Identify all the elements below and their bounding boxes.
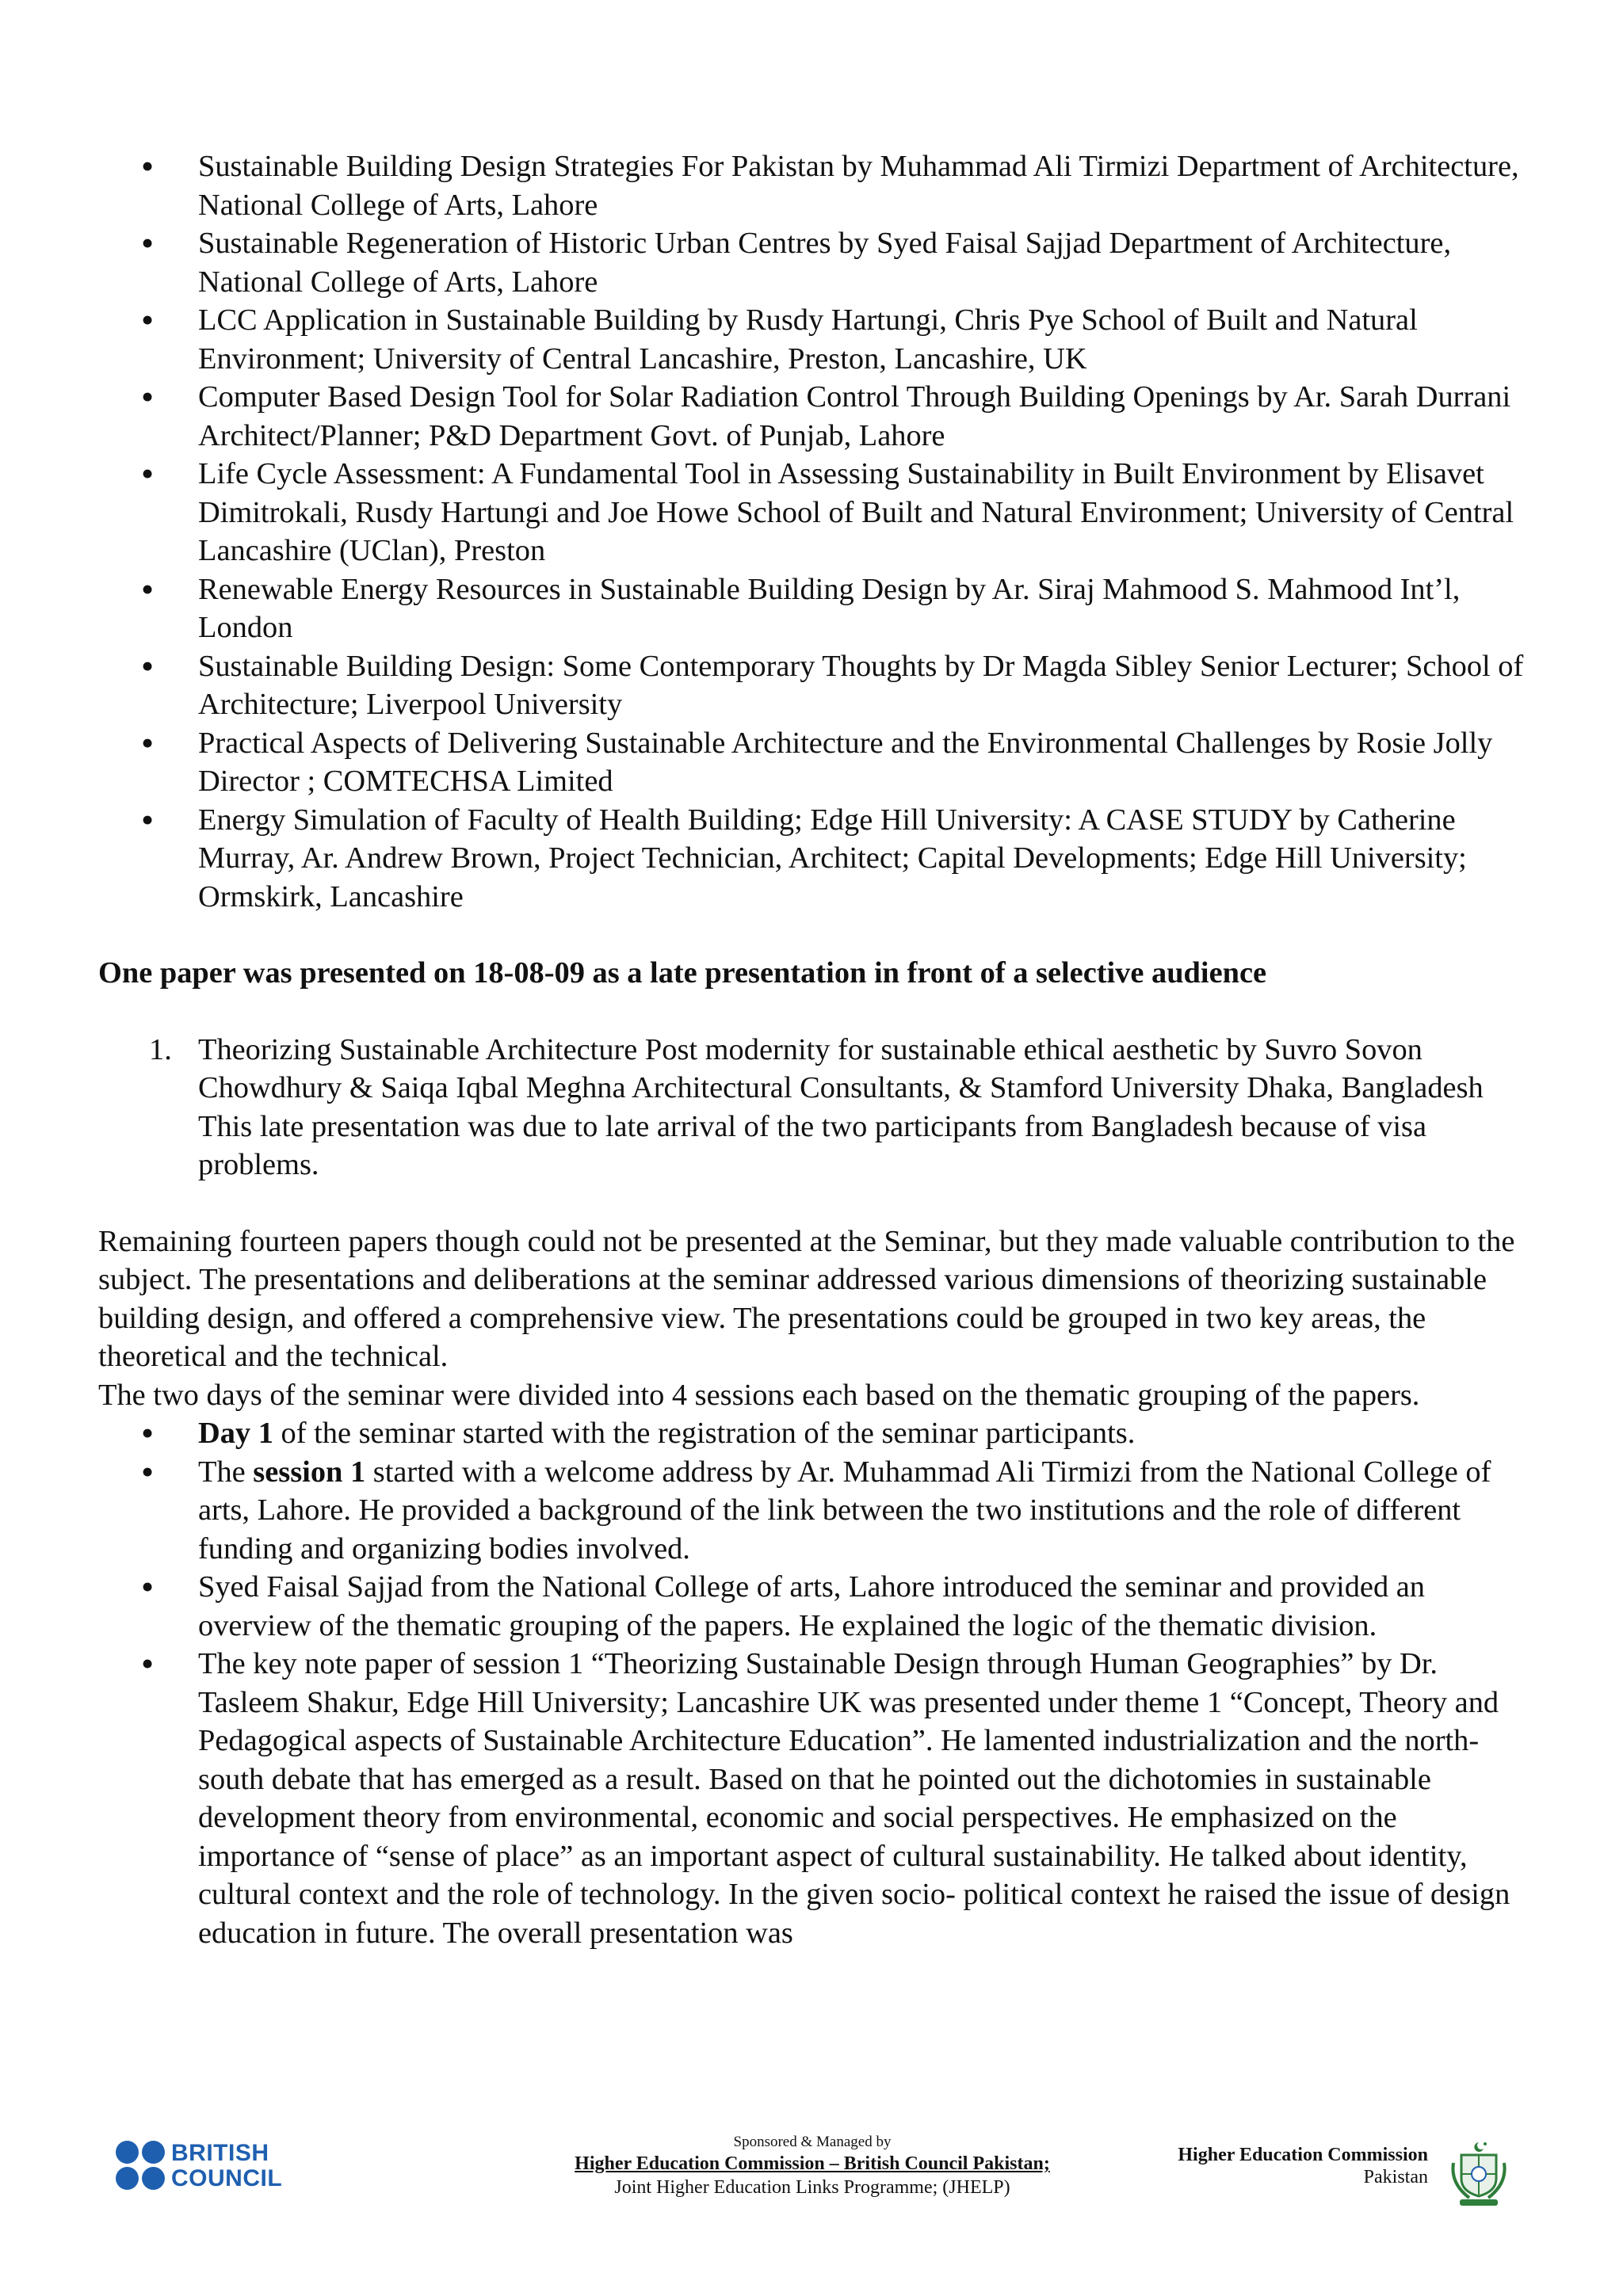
list-item: • Computer Based Design Tool for Solar Radiation Control Through Building Openings by Ar. Sarah Durrani Architect/Planner; P&D Department Govt. of Punjab, Lahore [98,378,1533,455]
list-item: • Energy Simulation of Faculty of Health Building; Edge Hill University: A CASE STUDY by Catherine Murray, Ar. Andrew Brown, Project Technician, Architect; Capital Developments; Edge Hill University; Ormskirk, Lancashire [98,801,1533,917]
document-body [98,147,1533,1952]
day1-list [98,1414,1533,1453]
list-item: • Syed Faisal Sajjad from the National College of arts, Lahore introduced the seminar and provided an overview of the thematic grouping of the papers. He explained the logic of the thematic division. [98,1568,1533,1645]
program-name: Higher Education Commission – British Council Pakistan; [575,2153,1050,2174]
list-item: • Life Cycle Assessment: A Fundamental Tool in Assessing Sustainability in Built Environment by Elisavet Dimitrokali, Rusdy Hartungi and Joe Howe School of Built and Natural Environment; University of Central Lancashire (UClan), Preston [98,455,1533,570]
british-council-wordmark: BRITISH COUNCIL [171,2140,283,2191]
list-item: • Renewable Energy Resources in Sustainable Building Design by Ar. Siraj Mahmood S. Mahmood Int’l, London [98,570,1533,647]
paragraph: The two days of the seminar were divided into 4 sessions each based on the thematic grouping of the papers. [98,1378,1420,1412]
list-item: • Sustainable Building Design Strategies For Pakistan by Muhammad Ali Tirmizi Department of Architecture, National College of Arts, Lahore [98,147,1533,224]
session-text: started with a welcome address by Ar. Muhammad Ali Tirmizi from the National College of arts, Lahore. He provided a background of the link between the two institutions and the role of different funding and organizing bodies involved. [198,1455,1491,1566]
sponsored-label: Sponsored & Managed by [733,2134,892,2150]
day-label: Day 1 [198,1417,273,1450]
list-item: • LCC Application in Sustainable Building by Rusdy Hartungi, Chris Pye School of Built and Natural Environment; University of Central Lancashire, Preston, Lancashire, UK [98,301,1533,378]
item-number: 1. [149,1032,172,1066]
paragraph: Remaining fourteen papers though could not be presented at the Seminar, but they made valuable contribution to the subject. The presentations and deliberations at the seminar addressed various dimensions of theorizing sustainable building design, and offered a comprehensive view. The presentations could be grouped in two key areas, the theoretical and the technical. [98,1224,1515,1373]
pakistan-emblem-icon [1447,2139,1510,2209]
list-item [98,1031,1533,1184]
late-presentation-list [98,1031,1533,1184]
session-list [98,1453,1533,1953]
late-paper-note: This late presentation was due to late arrival of the two participants from Bangladesh because of visa problems. [198,1109,1427,1181]
sponsor-info [507,2133,1117,2199]
session-label: session 1 [253,1455,366,1489]
page-footer [0,2107,1623,2218]
british-council-logo [116,2141,298,2193]
british-council-dots-icon [116,2141,166,2191]
list-item [98,1414,1533,1453]
paper-list [98,147,1533,916]
list-item: • The key note paper of session 1 “Theorizing Sustainable Design through Human Geographies” by Dr. Tasleem Shakur, Edge Hill University; Lancashire UK was presented under theme 1 “Concept, Theory and Pedagogical aspects of Sustainable Architecture Education”. He lamented industrialization and the north- south debate that has emerged as a result. Based on that he pointed out the dichotomies in sustainable development theory from environmental, economic and social perspectives. He emphasized on the importance of “sense of place” as an important aspect of cultural sustainability. He talked about identity, cultural context and the role of technology. In the given socio- political context he raised the issue of design education in future. The overall presentation was [98,1645,1533,1952]
list-item: • Sustainable Regeneration of Historic Urban Centres by Syed Faisal Sajjad Department of Architecture, National College of Arts, Lahore [98,224,1533,301]
list-item: • Practical Aspects of Delivering Sustainable Architecture and the Environmental Challenges by Rosie Jolly Director ; COMTECHSA Limited [98,724,1533,801]
late-paper-title: Theorizing Sustainable Architecture Post modernity for sustainable ethical aesthetic by Suvro Sovon Chowdhury & Saiqa Iqbal Meghna Architectural Consultants, & Stamford University Dhaka, Bangladesh [198,1032,1484,1104]
session-prefix: The [198,1455,254,1489]
hec-country: Pakistan [1363,2167,1428,2187]
list-item: • Sustainable Building Design: Some Contemporary Thoughts by Dr Magda Sibley Senior Lecturer; School of Architecture; Liverpool University [98,647,1533,724]
hec-label [1174,2144,1428,2188]
program-subtitle: Joint Higher Education Links Programme; (JHELP) [614,2177,1010,2198]
hec-name: Higher Education Commission [1178,2145,1428,2165]
list-item [98,1453,1533,1569]
day-text: of the seminar started with the registration of the seminar participants. [273,1417,1136,1450]
late-presentation-heading: One paper was presented on 18-08-09 as a late presentation in front of a selective audience [98,956,1267,990]
